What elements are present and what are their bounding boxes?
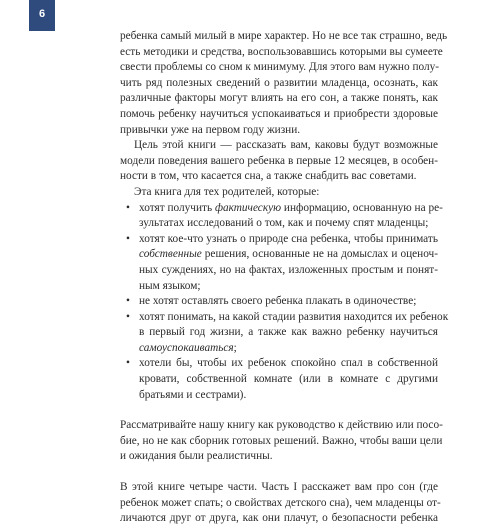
paragraph-gap xyxy=(120,403,438,418)
text-line: ных суждениях, но на фактах, изложенных простым и понят- xyxy=(139,263,438,276)
list-intro: Эта книга для тех родителей, которые: xyxy=(134,185,320,198)
text-line: Цель этой книги — рассказать вам, каковы будут возможные xyxy=(134,139,438,152)
text-line: модели поведения вашего ребенка в первые 12 месяцев, в особен- xyxy=(120,154,438,167)
text-line: привычки уже на первом году жизни. xyxy=(120,123,301,136)
text-line: ребенок может спать; о свойствах детского сна), чем младенцы от- xyxy=(120,496,441,509)
text-line: в первый год жизни, а также как важно ребенку научиться xyxy=(139,326,438,339)
text-line: кровати, собственной комнате (или в комнате с другими xyxy=(139,373,438,386)
text-line: свести проблемы со сном к минимуму. Для этого вам нужно полу- xyxy=(120,61,440,74)
text-line: помочь ребенку научиться успокаиваться и приобрести здоровые xyxy=(120,107,438,120)
text-line: собственные решения, основанные не на домыслах и оценоч- xyxy=(139,248,438,261)
paragraph-3 xyxy=(120,418,443,465)
text-line: и ожидания были реалистичны. xyxy=(120,450,273,463)
text-line: ребенка самый милый в мире характер. Но не все так страшно, ведь xyxy=(120,30,448,42)
text-line: • хотели бы, чтобы их ребенок спокойно спал в собственной xyxy=(120,356,438,372)
text-line: самоуспокаиваться; xyxy=(139,341,237,354)
list-item xyxy=(120,232,438,294)
text-line: ным языком; xyxy=(139,279,201,292)
text-line: чить ряд полезных сведений о развитии младенца, осознать, как xyxy=(120,76,438,89)
paragraph-1 xyxy=(120,29,448,138)
text-line: • хотят понимать, на какой стадии развития находится их ребенок xyxy=(120,310,438,326)
paragraph-4 xyxy=(120,480,441,527)
bullet-marker: • xyxy=(126,201,130,214)
list-item xyxy=(120,294,438,310)
bullet-marker: • xyxy=(126,232,130,245)
text-line: братьями и сестрами). xyxy=(139,388,247,401)
text-line: различные факторы могут влиять на его сон, а также понять, как xyxy=(120,92,438,105)
bullet-marker: • xyxy=(126,295,130,308)
text-line: ности в том, что касается сна, а также снабдить вас советами. xyxy=(120,170,417,183)
bullet-list xyxy=(120,185,449,403)
text-line: бие, но не как сборник готовых решений. Важно, чтобы ваши цели xyxy=(120,434,443,447)
page-number: 6 xyxy=(38,8,46,20)
text-line: • хотят кое-что узнать о природе сна ребенка, чтобы принимать xyxy=(120,232,438,248)
paragraph-gap xyxy=(120,465,438,480)
list-item xyxy=(120,356,438,403)
page-body xyxy=(120,29,449,527)
text-line: личаются друг от друга, как они плачут, о безопасности ребенка xyxy=(120,512,438,525)
list-item xyxy=(120,310,449,357)
bullet-marker: • xyxy=(126,310,130,323)
text-line: • хотят получить фактическую информацию, основанную на ре- xyxy=(120,201,438,217)
paragraph-2 xyxy=(120,138,438,185)
text-line: • не хотят оставлять своего ребенка плакать в одиночестве; xyxy=(120,294,438,310)
text-line: зультатах исследований о том, как и почему спят младенцы; xyxy=(139,217,429,230)
text-line: Рассматривайте нашу книгу как руководство к действию или посо- xyxy=(120,419,443,432)
text-line: В этой книге четыре части. Часть I расскажет вам про сон (где xyxy=(120,481,438,494)
bullet-marker: • xyxy=(126,357,130,370)
text-line: есть методики и средства, воспользовавшись которыми вы сумеете xyxy=(120,45,443,58)
list-item xyxy=(120,201,443,232)
